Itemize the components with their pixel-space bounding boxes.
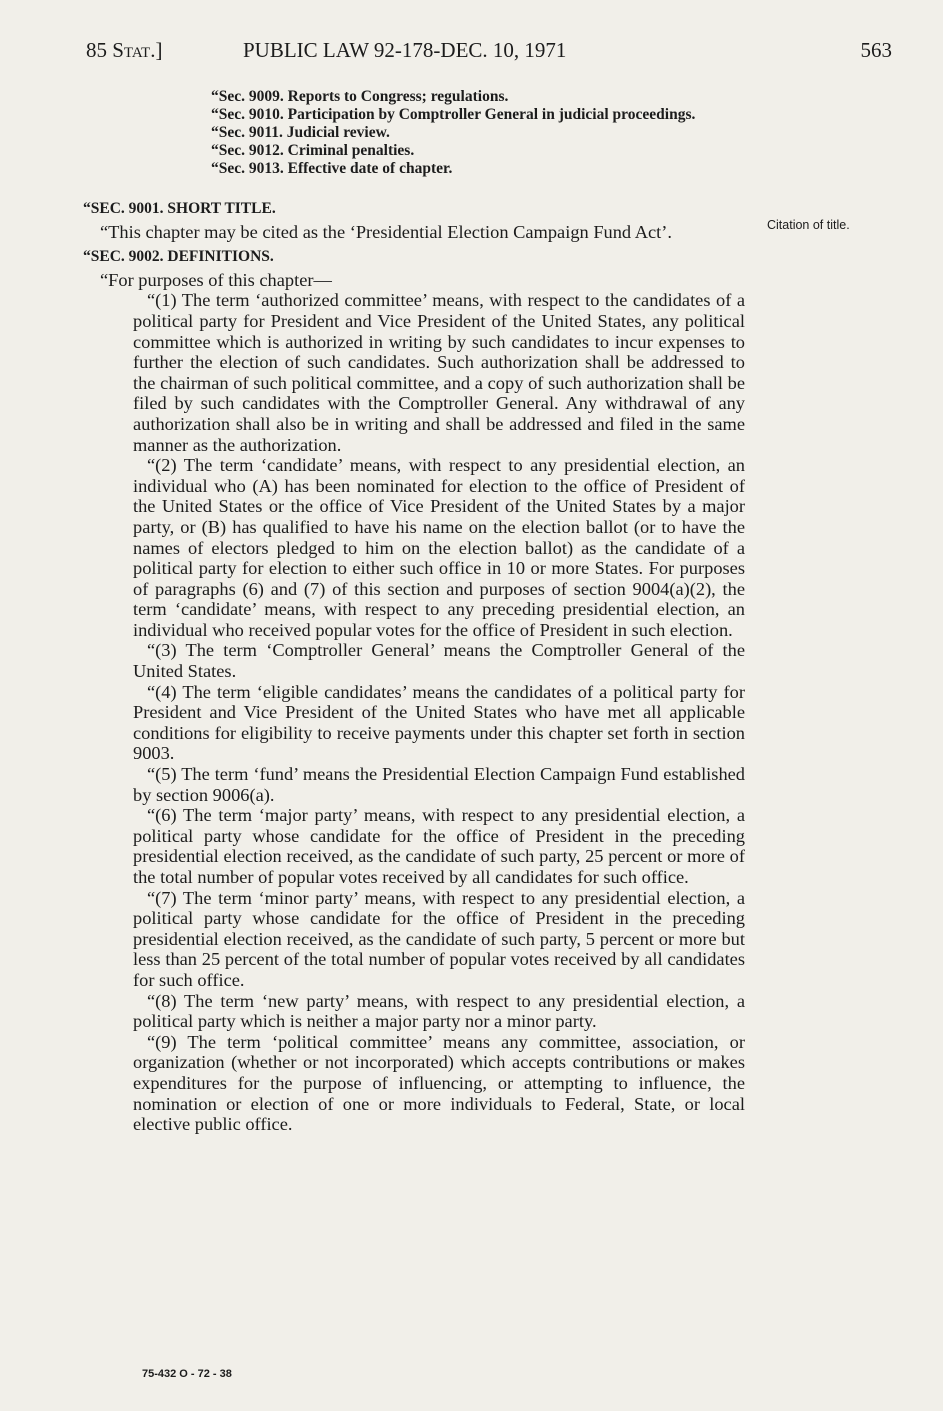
page-number: 563 [860, 38, 892, 62]
short-title-text: “This chapter may be cited as the ‘Presidential Election Campaign Fund Act’. [100, 221, 672, 242]
definition-paragraph: “(9) The term ‘political committee’ means any committee, association, or organization (whether or not incorporated) which accepts contributions or makes expenditures for the purpose of influencing, or attempting to influence, the nomination or election of one or more individuals to Federal, State, or local elective public office. [133, 1031, 745, 1135]
definition-paragraph: “(8) The term ‘new party’ means, with respect to any presidential election, a political party which is neither a major party nor a minor party. [133, 990, 745, 1032]
margin-note-citation: Citation of title. [767, 218, 850, 232]
section-heading-short-title: “SEC. 9001. SHORT TITLE. [83, 200, 276, 217]
definition-paragraph: “(2) The term ‘candidate’ means, with respect to any presidential election, an individual who (A) has been nominated for election to the office of President of the United States or the office of Vice President of the United States by a major party, or (B) has qualified to have his name on the election ballot (or to have the names of electors pledged to him on the election ballot) as the candidate of a political party for election to either such office in 10 or more States. For purposes of paragraphs (6) and (7) of this section and purposes of section 9004(a)(2), the term ‘candidate’ means, with respect to any preceding presidential election, an individual who received popular votes for the office of President in such election. [133, 455, 745, 640]
definition-paragraph: “(1) The term ‘authorized committee’ means, with respect to the candidates of a political party for President and Vice President of the United States, any political committee which is authorized in writing by such candidates to incur expenses to further the election of such candidates. Such authorization shall be addressed to the chairman of such political committee, and a copy of such authorization shall be filed by such candidates with the Comptroller General. Any withdrawal of any authorization shall also be in writing and shall be addressed and filed in the same manner as the authorization. [133, 290, 745, 455]
definition-paragraph: “(6) The term ‘major party’ means, with respect to any presidential election, a political party whose candidate for the office of President in the preceding presidential election received, as the candidate of such party, 25 percent or more of the total number of popular votes received by all candidates for such office. [133, 805, 745, 887]
definition-paragraph: “(3) The term ‘Comptroller General’ means the Comptroller General of the United States. [133, 640, 745, 682]
header-volume: 85 Stat.] [86, 38, 163, 62]
toc-item: “Sec. 9013. Effective date of chapter. [211, 160, 453, 177]
toc-item: “Sec. 9011. Judicial review. [211, 124, 390, 141]
definition-paragraph: “(5) The term ‘fund’ means the Presidential Election Campaign Fund established by section 9006(a). [133, 764, 745, 805]
definition-paragraph: “(7) The term ‘minor party’ means, with respect to any presidential election, a political party whose candidate for the office of President in the preceding presidential election received, as the candidate of such party, 5 percent or more but less than 25 percent of the total number of popular votes received by all candidates for such office. [133, 887, 745, 990]
definitions-intro: “For purposes of this chapter— [100, 269, 332, 290]
toc-item: “Sec. 9012. Criminal penalties. [211, 142, 415, 159]
toc-item: “Sec. 9009. Reports to Congress; regulations. [211, 88, 509, 105]
header-title: PUBLIC LAW 92-178-DEC. 10, 1971 [243, 38, 567, 62]
section-heading-definitions: “SEC. 9002. DEFINITIONS. [83, 248, 274, 266]
table-of-contents [211, 88, 756, 178]
statute-text [83, 199, 745, 1135]
definition-paragraph: “(4) The term ‘eligible candidates’ means the candidates of a political party for President and Vice President of the United States who have met all applicable conditions for eligibility to receive payments under this chapter set forth in section 9003. [133, 681, 745, 764]
toc-item: “Sec. 9010. Participation by Comptroller General in judicial proceedings. [211, 106, 696, 123]
footer-print-code: 75-432 O - 72 - 38 [142, 1368, 232, 1380]
